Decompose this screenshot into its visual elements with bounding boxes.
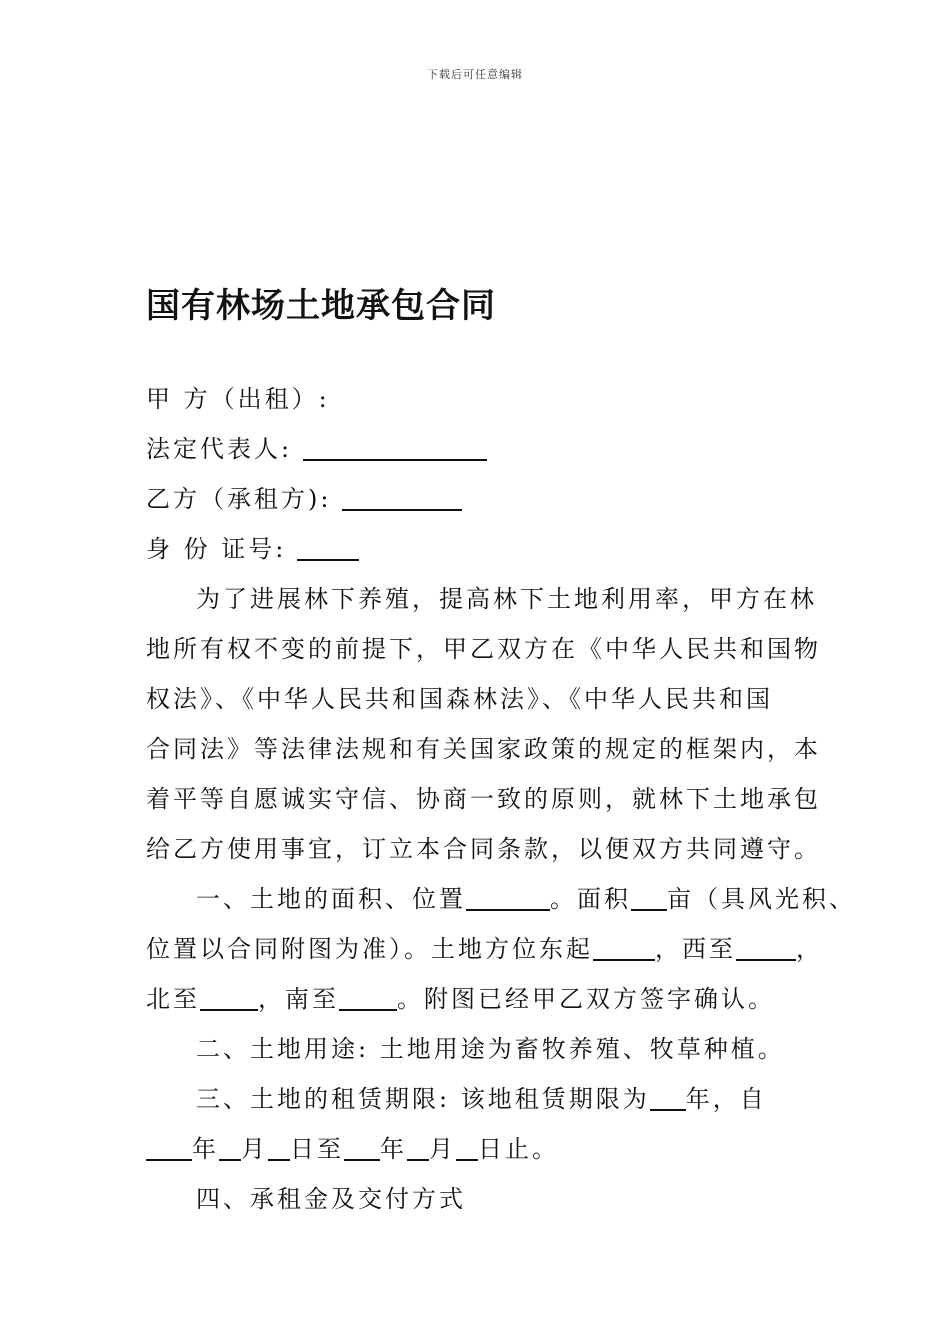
party-b-line	[146, 484, 462, 514]
clause1-line3	[146, 984, 775, 1014]
clause3-text: 日止。	[478, 1135, 559, 1163]
clause3-text: 日至	[290, 1135, 344, 1163]
party-b-blank[interactable]	[342, 485, 462, 511]
clause3-text: 月	[429, 1135, 456, 1163]
party-a-label: 甲 方（出租）:	[146, 385, 330, 413]
start-month-blank[interactable]	[219, 1135, 241, 1161]
east-blank[interactable]	[593, 935, 655, 961]
clause1-text: 一、土地的面积、位置	[196, 885, 466, 913]
start-day-blank[interactable]	[268, 1135, 290, 1161]
end-month-blank[interactable]	[407, 1135, 429, 1161]
term-years-blank[interactable]	[650, 1085, 686, 1111]
south-blank[interactable]	[339, 985, 397, 1011]
legal-rep-blank[interactable]	[303, 435, 487, 461]
document-title: 国有林场土地承包合同	[146, 286, 496, 326]
preamble-line: 合同法》等法律法规和有关国家政策的规定的框架内，本	[146, 735, 821, 763]
clause3-text: 年，自	[685, 1085, 767, 1113]
clause1-text: ，	[796, 935, 823, 963]
clause1-text: 。附图已经甲乙双方签字确认。	[397, 985, 775, 1013]
clause1-text: 位置以合同附图为准）。土地方位东起	[146, 935, 593, 963]
id-blank[interactable]	[297, 535, 359, 561]
id-label: 身 份 证号:	[146, 535, 287, 563]
clause2-line: 二、土地用途: 土地用途为畜牧养殖、牧草种植。	[196, 1035, 785, 1063]
clause1-text: ，西至	[655, 935, 736, 963]
end-year-blank[interactable]	[344, 1135, 380, 1161]
clause1-line1	[196, 884, 856, 914]
start-year-blank[interactable]	[146, 1135, 192, 1161]
west-blank[interactable]	[736, 935, 796, 961]
preamble-line: 地所有权不变的前提下，甲乙双方在《中华人民共和国物	[146, 635, 821, 663]
clause3-text: 月	[241, 1135, 268, 1163]
end-day-blank[interactable]	[456, 1135, 478, 1161]
clause3-text: 年	[380, 1135, 407, 1163]
clause1-text: 北至	[146, 985, 200, 1013]
preamble-line: 给乙方使用事宜，订立本合同条款，以便双方共同遵守。	[146, 835, 821, 863]
north-blank[interactable]	[200, 985, 258, 1011]
location-blank[interactable]	[466, 885, 550, 911]
legal-rep-line	[146, 434, 487, 464]
clause3-line1	[196, 1084, 767, 1114]
clause1-text: ，南至	[258, 985, 339, 1013]
legal-rep-label: 法定代表人:	[146, 435, 293, 463]
preamble-line: 权法》、《中华人民共和国森林法》、《中华人民共和国	[146, 685, 773, 713]
clause3-text: 三、土地的租赁期限: 该地租赁期限为	[196, 1085, 650, 1113]
clause1-line2	[146, 934, 823, 964]
area-blank[interactable]	[631, 885, 667, 911]
clause3-line2	[146, 1134, 559, 1164]
party-b-label: 乙方（承租方):	[146, 485, 332, 513]
clause3-text: 年	[192, 1135, 219, 1163]
clause1-text: 。面积	[550, 885, 631, 913]
header-note: 下载后可任意编辑	[427, 68, 523, 81]
preamble-line: 着平等自愿诚实守信、协商一致的原则，就林下土地承包	[146, 785, 821, 813]
party-a-line	[146, 384, 330, 414]
preamble-line: 为了进展林下养殖，提高林下土地利用率，甲方在林	[196, 585, 817, 613]
clause1-text: 亩（具风光积、	[667, 885, 856, 913]
clause4-line: 四、承租金及交付方式	[196, 1185, 466, 1213]
id-line	[146, 534, 359, 564]
